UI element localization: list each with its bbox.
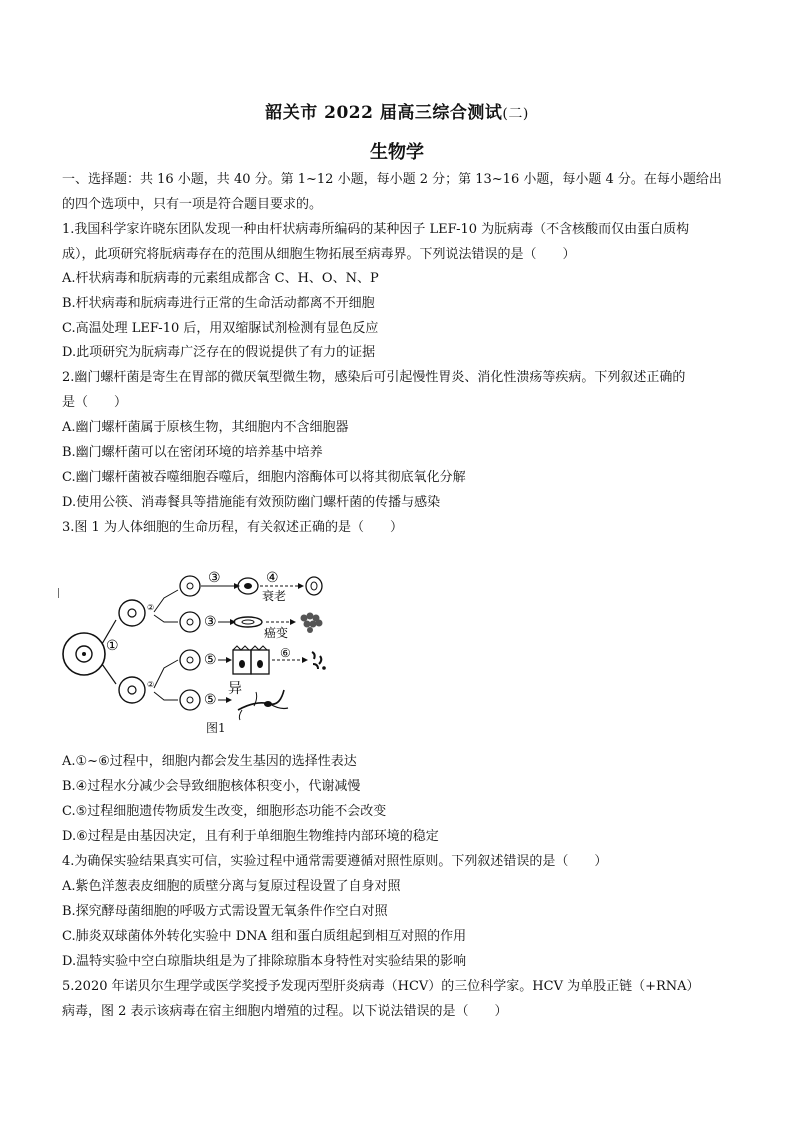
text-line: B.探究酵母菌细胞的呼吸方式需设置无氧条件作空白对照: [62, 904, 388, 919]
text-line: 一、选择题：共 16 小题，共 40 分。第 1~12 小题，每小题 2 分；第 13~16 小题，每小题 4 分。在每小题给出: [62, 172, 722, 187]
step2-label-upper: ②: [147, 603, 155, 612]
exam-title-main: 韶关市 2022 届高三综合测试: [265, 103, 503, 123]
step4-label: ④: [266, 570, 279, 586]
cancer-label: 癌变: [264, 626, 289, 640]
text-line: C.肺炎双球菌体外转化实验中 DNA 组和蛋白质组起到相互对照的作用: [62, 929, 467, 944]
text-line: 3.图 1 为人体细胞的生命历程，有关叙述正确的是（ ）: [62, 520, 403, 535]
text-line: A.幽门螺杆菌属于原核生物，其细胞内不含细胞器: [62, 420, 349, 435]
text-line: B.幽门螺杆菌可以在密闭环境的培养基中培养: [62, 445, 323, 460]
step1-label: ①: [106, 638, 119, 654]
zygote-cell: [63, 633, 105, 675]
text-line: 2.幽门螺杆菌是寄生在胃部的微厌氧型微生物，感染后可引起慢性胃炎、消化性溃疡等疾病。下列叙述正确的: [62, 370, 686, 385]
figure-1-cell-life-history: [58, 560, 348, 740]
apoptotic-fragments: [312, 652, 326, 670]
text-line: 4.为确保实验结果真实可信，实验过程中通常需要遵循对照性原则。下列叙述错误的是（ ）: [62, 854, 608, 869]
step2-label-lower: ②: [147, 680, 155, 689]
text-line: D.⑥过程是由基因决定，且有利于单细胞生物维持内部环境的稳定: [62, 829, 439, 844]
text-line: 成），此项研究将朊病毒存在的范围从细胞生物拓展至病毒界。下列说法错误的是（ ）: [62, 247, 576, 262]
exam-title: [0, 98, 794, 123]
text-line: A.①~⑥过程中，细胞内都会发生基因的选择性表达: [62, 754, 357, 769]
text-line: A.杆状病毒和朊病毒的元素组成都含 C、H、O、N、P: [62, 271, 379, 286]
text-line: 1.我国科学家许晓东团队发现一种由杆状病毒所编码的某种因子 LEF-10 为朊病毒（不含核酸而仅由蛋白质构: [62, 222, 690, 237]
subject-title: 生物学: [370, 142, 424, 163]
cell-upper: [119, 600, 145, 626]
text-line: 的四个选项中，只有一项是符合题目要求的。: [62, 197, 323, 212]
cancer-cell-cluster: [301, 613, 323, 634]
text-line: C.高温处理 LEF-10 后，用双缩脲试剂检测有显色反应: [62, 321, 379, 336]
aging-label: 衰老: [262, 589, 287, 603]
diff-label: 异: [228, 681, 242, 697]
step5-label-2: ⑤: [204, 692, 217, 708]
step3-label: ③: [208, 570, 221, 586]
text-line: A.紫色洋葱表皮细胞的质壁分离与复原过程设置了自身对照: [62, 879, 401, 894]
step6-label: ⑥: [280, 646, 291, 660]
text-line: D.此项研究为朊病毒广泛存在的假说提供了有力的证据: [62, 345, 376, 360]
cell-lower: [119, 677, 145, 703]
neuron-cell: [238, 690, 288, 720]
text-line: C.⑤过程细胞遗传物质发生改变，细胞形态功能不会改变: [62, 804, 387, 819]
step3-label-2: ③: [204, 614, 217, 630]
text-line: 5.2020 年诺贝尔生理学或医学奖授予发现丙型肝炎病毒（HCV）的三位科学家。HCV 为单股正链（+RNA）: [62, 979, 700, 994]
text-line: B.④过程水分减少会导致细胞核体积变小，代谢减慢: [62, 779, 361, 794]
text-line: B.杆状病毒和朊病毒进行正常的生命活动都离不开细胞: [62, 296, 375, 311]
step5-label: ⑤: [204, 652, 217, 668]
differentiated-cells: [233, 646, 269, 674]
text-line: 病毒，图 2 表示该病毒在宿主细胞内增殖的过程。以下说法错误的是（ ）: [62, 1004, 508, 1019]
text-line: D.使用公筷、消毒餐具等措施能有效预防幽门螺杆菌的传播与感染: [62, 495, 441, 510]
text-line: D.温特实验中空白琼脂块组是为了排除琼脂本身特性对实验结果的影响: [62, 954, 467, 969]
text-line: C.幽门螺杆菌被吞噬细胞吞噬后，细胞内溶酶体可以将其彻底氧化分解: [62, 470, 466, 485]
exam-title-suffix: (二): [502, 106, 529, 122]
text-line: 是（ ）: [62, 395, 128, 410]
figure-caption: 图1: [206, 721, 226, 735]
